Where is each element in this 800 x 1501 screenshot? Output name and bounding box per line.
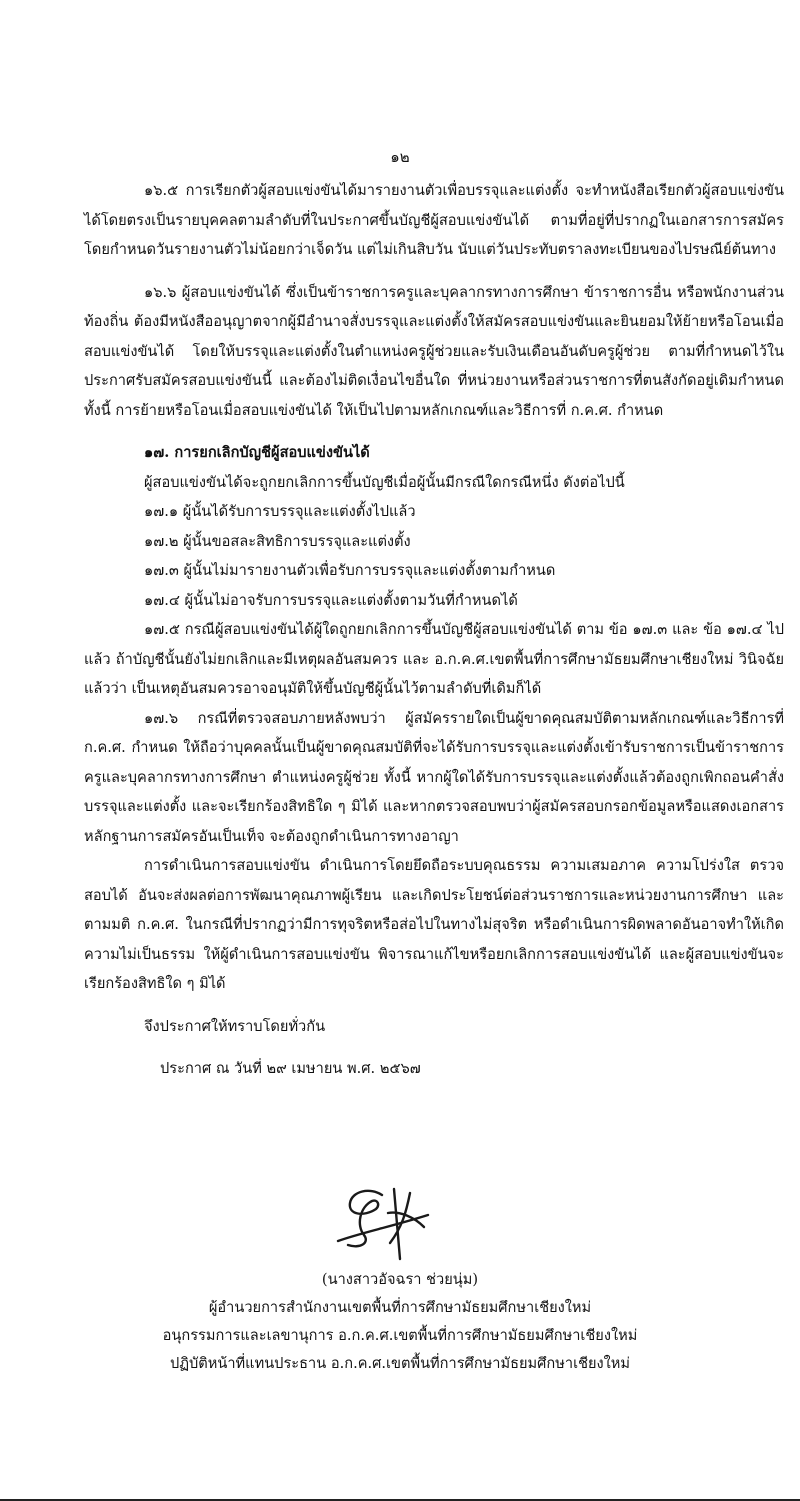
signatory-name: (นางสาวอัจฉรา ช่วยนุ่ม) bbox=[321, 1271, 479, 1288]
announce-line: จึงประกาศให้ทราบโดยทั่วกัน bbox=[144, 1017, 326, 1035]
paragraph-16-6: ๑๖.๖ ผู้สอบแข่งขันได้ ซึ่งเป็นข้าราชการครูและบุคลากรทางการศึกษา ข้าราชการอื่น หรือพนักงานส่วนท้องถิ่น ต้องมีหนังสืออนุญาตจากผู้มีอำนาจสั่งบรรจุและแต่งตั้งให้สมัครสอบแข่งขันและยินยอมให้ย้ายหรือโอนเมื่อสอบแข่งขันได้ โดยให้บรรจุและแต่งตั้งในตำแหน่งครูผู้ช่วยและรับเงินเดือนอันดับครูผู้ช่วย ตามที่กำหนดไว้ในประกาศรับสมัครสอบแข่งขันนี้ และต้องไม่ติดเงื่อนไขอื่นใด ที่หน่วยงานหรือส่วนราชการที่ตนสังกัดอยู่เดิมกำหนด ทั้งนี้ การย้ายหรือโอนเมื่อสอบแข่งขันได้ ให้เป็นไปตามหลักเกณฑ์และวิธีการที่ ก.ค.ศ. กำหนด bbox=[84, 283, 784, 419]
handwritten-signature bbox=[330, 1183, 440, 1261]
paragraph-ethics: การดำเนินการสอบแข่งขัน ดำเนินการโดยยึดถือระบบคุณธรรม ความเสมอภาค ความโปร่งใส ตรวจสอบได้ อันจะส่งผลต่อการพัฒนาคุณภาพผู้เรียน และเกิดประโยชน์ต่อส่วนราชการและหน่วยงานการศึกษา และตามมติ ก.ค.ศ. ในกรณีที่ปรากฏว่ามีการทุจริตหรือส่อไปในทางไม่สุจริต หรือดำเนินการผิดพลาดอันอาจทำให้เกิดความไม่เป็นธรรม ให้ผู้ดำเนินการสอบแข่งขัน พิจารณาแก้ไขหรือยกเลิกการสอบแข่งขันได้ และผู้สอบแข่งขันจะเรียกร้องสิทธิใด ๆ มิได้ bbox=[84, 857, 784, 992]
signatory-position-1: ผู้อำนวยการสำนักงานเขตพื้นที่การศึกษามัธยมศึกษาเชียงใหม่ bbox=[208, 1299, 592, 1316]
document-body bbox=[84, 176, 784, 1084]
signatory-position-3: ปฏิบัติหน้าที่แทนประธาน อ.ก.ค.ศ.เขตพื้นที่การศึกษามัธยมศึกษาเชียงใหม่ bbox=[169, 1355, 631, 1372]
paragraph-17-6: ๑๗.๖ กรณีที่ตรวจสอบภายหลังพบว่า ผู้สมัครรายใดเป็นผู้ขาดคุณสมบัติตามหลักเกณฑ์และวิธีการที่ ก.ค.ศ. กำหนด ให้ถือว่าบุคคลนั้นเป็นผู้ขาดคุณสมบัติที่จะได้รับการบรรจุและแต่งตั้งเข้ารับราชการเป็นข้าราชการครูและบุคลากรทางการศึกษา ตำแหน่งครูผู้ช่วย ทั้งนี้ หากผู้ใดได้รับการบรรจุและแต่งตั้งแล้วต้องถูกเพิกถอนคำสั่งบรรจุและแต่งตั้ง และจะเรียกร้องสิทธิใด ๆ มิได้ และหากตรวจสอบพบว่าผู้สมัครสอบกรอกข้อมูลหรือแสดงเอกสารหลักฐานการสมัครอันเป็นเท็จ จะต้องถูกดำเนินการทางอาญา bbox=[84, 709, 784, 845]
paragraph-17-intro: ผู้สอบแข่งขันได้จะถูกยกเลิกการขึ้นบัญชีเมื่อผู้นั้นมีกรณีใดกรณีหนึ่ง ดังต่อไปนี้ bbox=[144, 473, 625, 491]
section-17-heading: ๑๗. การยกเลิกบัญชีผู้สอบแข่งขันได้ bbox=[144, 444, 370, 461]
paragraph-16-5: ๑๖.๕ การเรียกตัวผู้สอบแข่งขันได้มารายงานตัวเพื่อบรรจุและแต่งตั้ง จะทำหนังสือเรียกตัวผู้สอบแข่งขันได้โดยตรงเป็นรายบุคคลตามลำดับที่ในประกาศขึ้นบัญชีผู้สอบแข่งขันได้ ตามที่อยู่ที่ปรากฏในเอกสารการสมัคร โดยกำหนดวันรายงานตัวไม่น้อยกว่าเจ็ดวัน แต่ไม่เกินสิบวัน นับแต่วันประทับตราลงทะเบียนของไปรษณีย์ต้นทาง bbox=[84, 182, 784, 258]
announce-date: ประกาศ ณ วันที่ ๒๙ เมษายน พ.ศ. ๒๕๖๗ bbox=[160, 1060, 421, 1077]
item-17-3: ๑๗.๓ ผู้นั้นไม่มารายงานตัวเพื่อรับการบรรจุและแต่งตั้งตามกำหนด bbox=[144, 562, 556, 579]
item-17-1: ๑๗.๑ ผู้นั้นได้รับการบรรจุและแต่งตั้งไปแล้ว bbox=[144, 503, 416, 520]
item-17-4: ๑๗.๔ ผู้นั้นไม่อาจรับการบรรจุและแต่งตั้งตามวันที่กำหนดได้ bbox=[144, 591, 518, 609]
page-number: ๑๒ bbox=[390, 148, 410, 166]
paragraph-17-5: ๑๗.๕ กรณีผู้สอบแข่งขันได้ผู้ใดถูกยกเลิกการขึ้นบัญชีผู้สอบแข่งขันได้ ตาม ข้อ ๑๗.๓ และ ข้อ ๑๗.๔ ไปแล้ว ถ้าบัญชีนั้นยังไม่ยกเลิกและมีเหตุผลอันสมควร และ อ.ก.ค.ศ.เขตพื้นที่การศึกษามัธยมศึกษาเชียงใหม่ วินิจฉัยแล้วว่า เป็นเหตุอันสมควรอาจอนุมัติให้ขึ้นบัญชีผู้นั้นไว้ตามลำดับที่เดิมก็ได้ bbox=[84, 621, 784, 697]
item-17-2: ๑๗.๒ ผู้นั้นขอสละสิทธิการบรรจุและแต่งตั้ง bbox=[144, 532, 411, 550]
signatory-position-2: อนุกรรมการและเลขานุการ อ.ก.ค.ศ.เขตพื้นที่การศึกษามัธยมศึกษาเชียงใหม่ bbox=[162, 1327, 638, 1344]
